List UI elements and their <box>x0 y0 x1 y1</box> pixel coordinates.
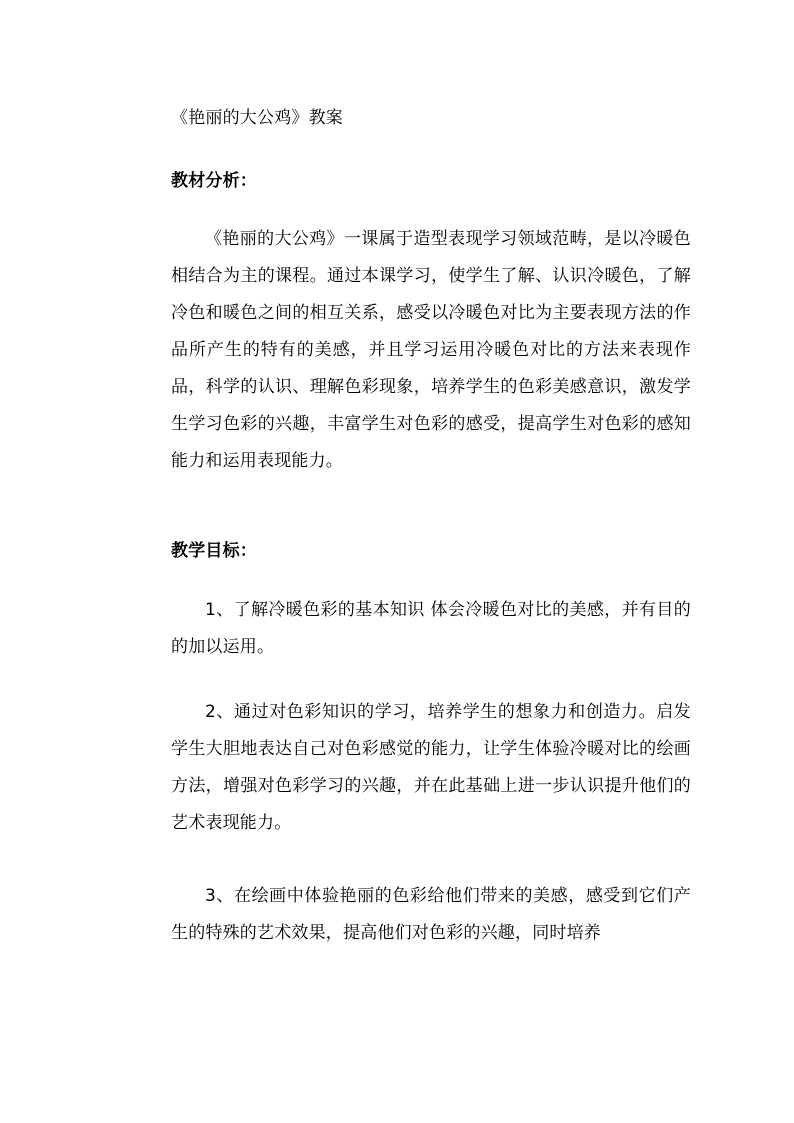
paragraph-material-analysis: 《艳丽的大公鸡》一课属于造型表现学习领域范畴，是以冷暖色相结合为主的课程。通过本课学习，使学生了解、认识冷暖色，了解冷色和暖色之间的相互关系，感受以冷暖色对比为主要表现方法的作品所产生的特有的美感，并且学习运用冷暖色对比的方法来表现作品，科学的认识、理解色彩现象，培养学生的色彩美感意识，激发学生学习色彩的兴趣，丰富学生对色彩的感受，提高学生对色彩的感知能力和运用表现能力。 <box>171 229 691 471</box>
section-heading-material-analysis: 教材分析： <box>171 171 257 191</box>
document-title: 《艳丽的大公鸡》教案 <box>171 108 343 128</box>
paragraph-goal-2: 2、通过对色彩知识的学习，培养学生的想象力和创造力。启发学生大胆地表达自己对色彩感觉的能力，让学生体验冷暖对比的绘画方法，增强对色彩学习的兴趣，并在此基础上进一步认识提升他们的艺术表现能力。 <box>171 702 691 833</box>
paragraph-goal-3: 3、在绘画中体验艳丽的色彩给他们带来的美感，感受到它们产生的特殊的艺术效果，提高他们对色彩的兴趣，同时培养 <box>171 886 691 943</box>
section-heading-teaching-goals: 教学目标： <box>171 541 257 561</box>
paragraph-goal-1: 1、了解冷暖色彩的基本知识 体会冷暖色对比的美感，并有目的的加以运用。 <box>171 600 691 657</box>
